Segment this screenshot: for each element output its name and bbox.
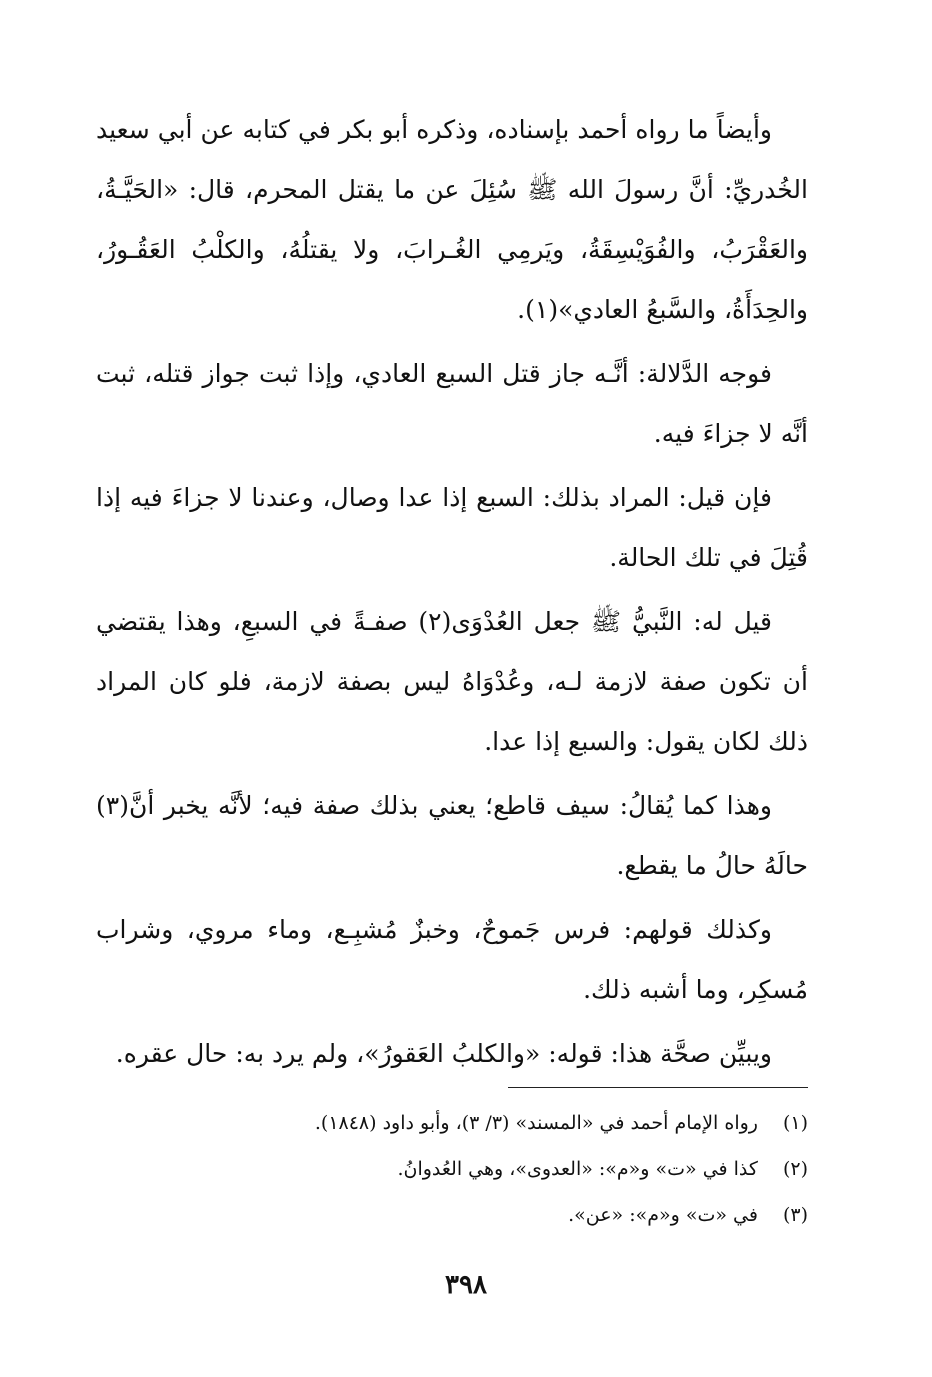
paragraph-3: فإن قيل: المراد بذلك: السبع إذا عدا وصال، وعندنا لا جزاءَ فيه إذا قُتِلَ في تلك الحالة. bbox=[96, 483, 808, 572]
footnote-number: (٣) bbox=[782, 1204, 808, 1226]
footnote-2 bbox=[188, 1146, 808, 1192]
paragraph-2: فوجه الدَّلالة: أنَّـه جاز قتل السبع العادي، وإذا ثبت جواز قتله، ثبت أنَّه لا جزاءَ فيه. bbox=[96, 359, 808, 448]
paragraph-4: قيل له: النَّبيُّ ﷺ جعل العُدْوَى(٢) صفـةً في السبعِ، وهذا يقتضي أن تكون صفة لازمة لـه، وعُدْوَاهُ ليس بصفة لازمة، فلو كان المراد ذلك لكان يقول: والسبع إذا عدا. bbox=[96, 607, 808, 756]
footnote-text: كذا في «ت» و«م»: «العدوى»، وهي العُدوانُ. bbox=[397, 1158, 758, 1180]
footnote-number: (٢) bbox=[782, 1158, 808, 1180]
footnote-divider bbox=[508, 1087, 808, 1088]
paragraph-6: وكذلك قولهم: فرس جَموحٌ، وخبزٌ مُشبِـع، وماء مروي، وشراب مُسكِر، وما أشبه ذلك. bbox=[96, 915, 808, 1004]
footnote-text: رواه الإمام أحمد في «المسند» (٣/ ٣)، وأبو داود (١٨٤٨). bbox=[314, 1112, 758, 1134]
page-number: ٣٩٨ bbox=[445, 1270, 487, 1300]
paragraph-1: وأيضاً ما رواه أحمد بإسناده، وذكره أبو بكر في كتابه عن أبي سعيد الخُدريِّ: أنَّ رسولَ الله ﷺ سُئِلَ عن ما يقتل المحرم، قال: «الحَيَّـةُ، والعَقْرَبُ، والفُوَيْسِقَةُ، ويَرمِي الغُـرابَ، ولا يقتلُهُ، والكلْبُ العَقُـورُ، والحِدَأَةُ، والسَّبعُ العادي»(١). bbox=[96, 115, 808, 324]
footnote-text: في «ت» و«م»: «عن». bbox=[568, 1204, 758, 1226]
main-text bbox=[96, 100, 808, 1088]
paragraph-7: ويبيِّن صحَّة هذا: قوله: «والكلبُ العَقورُ»، ولم يرد به: حال عقره. bbox=[115, 1039, 772, 1068]
footnote-number: (١) bbox=[782, 1112, 808, 1134]
paragraph-5: وهذا كما يُقالُ: سيف قاطع؛ يعني بذلك صفة فيه؛ لأنَّه يخبر أنَّ(٣) حالَهُ حالُ ما يقطع. bbox=[96, 791, 808, 880]
footnote-3 bbox=[188, 1192, 808, 1238]
footnote-1 bbox=[188, 1100, 808, 1146]
footnotes bbox=[188, 1100, 808, 1238]
